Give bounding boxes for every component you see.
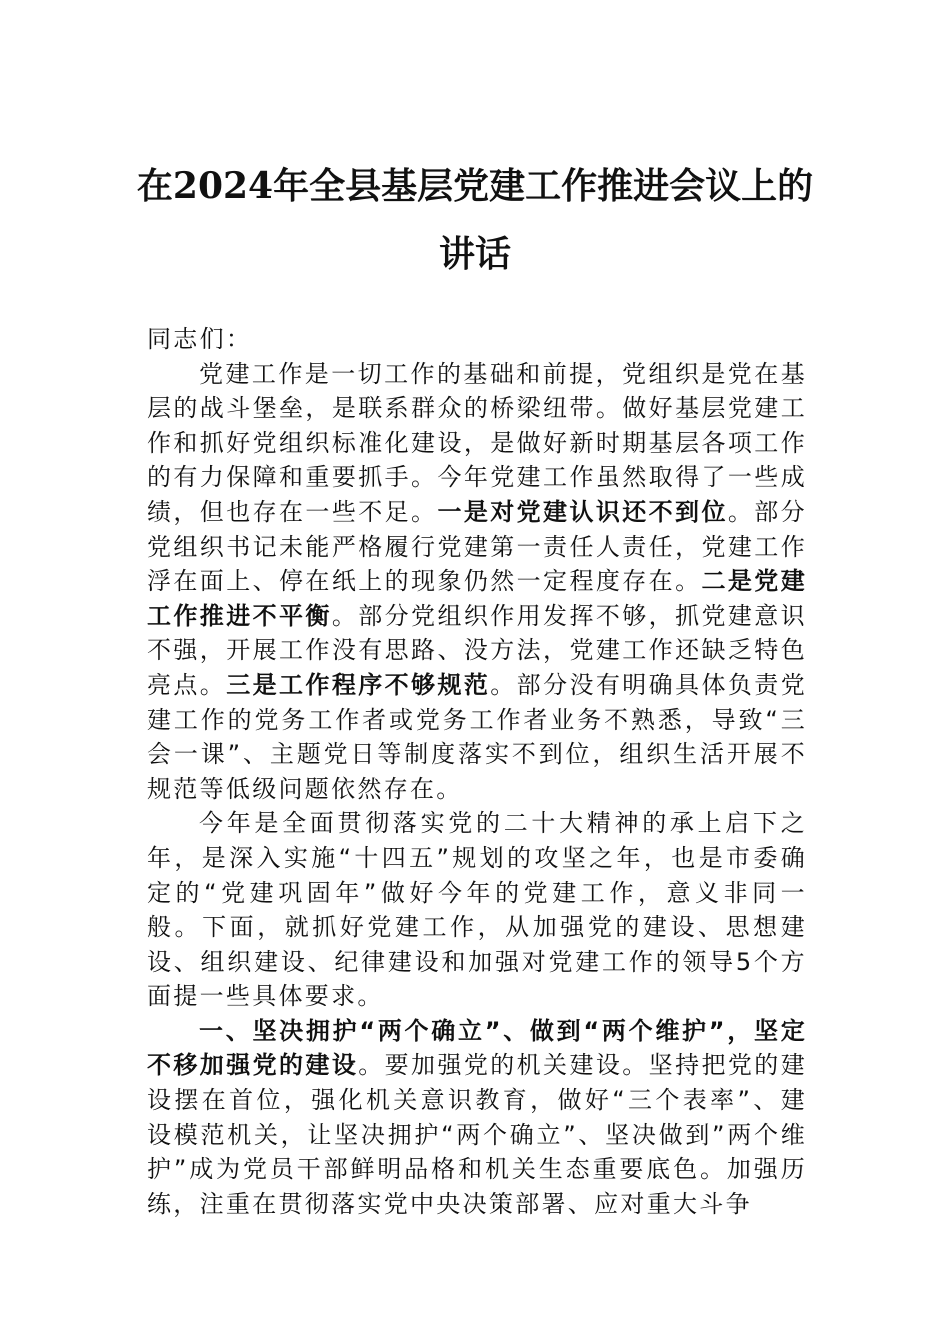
paragraph-1-point-3: 三是工作程序不够规范	[226, 670, 491, 699]
paragraph-3-text: 。要加强党的机关建设。坚持把党的建设摆在首位，强化机关意识教育，做好“三个表率”、建设模范机关，让坚决拥护“两个确立”、坚决做到”两个维护”成为党员干部鲜明品格和机关生态重要底色。加强历练，注重在贯彻落实党中央决策部署、应对重大斗争	[147, 1051, 807, 1218]
document-title-line-1: 在2024年全县基层党建工作推进会议上的	[136, 165, 814, 207]
document-body	[147, 322, 807, 1221]
paragraph-1-point-1: 一是对党建认识还不到位	[437, 497, 728, 526]
paragraph-1	[147, 357, 807, 807]
salutation: 同志们：	[147, 325, 253, 353]
paragraph-3-heading: 一、坚决拥护“两个确立”、做到“两个维护”，坚定不移加强党的建设	[147, 1016, 807, 1080]
document-title-line-2: 讲话	[438, 233, 511, 275]
paragraph-3	[147, 1014, 807, 1222]
paragraph-1-text-4: 。部分没有明确具体负责党建工作的党务工作者或党务工作者业务不熟悉，导致“三会一课”、主题党日等制度落实不到位，组织生活开展不规范等低级问题依然存在。	[147, 670, 808, 803]
paragraph-2: 今年是全面贯彻落实党的二十大精神的承上启下之年，是深入实施“十四五”规划的攻坚之年，也是市委确定的“党建巩固年”做好今年的党建工作，意义非同一般。下面，就抓好党建工作，从加强党的建设、思想建设、组织建设、纪律建设和加强对党建工作的领导5个方面提一些具体要求。	[147, 809, 807, 1011]
paragraph-1-text-1: 党建工作是一切工作的基础和前提，党组织是党在基层的战斗堡垒，是联系群众的桥梁纽带。做好基层党建工作和抓好党组织标准化建设，是做好新时期基层各项工作的有力保障和重要抓手。今年党建工作虽然取得了一些成绩，但也存在一些不足。	[147, 359, 807, 526]
paragraph-1-point-2: 二是党建工作推进不平衡	[147, 567, 807, 630]
paragraph-1-text-3: 。部分党组织作用发挥不够，抓党建意识不强，开展工作没有思路、没方法，党建工作还缺乏特色亮点。	[147, 601, 807, 699]
paragraph-1-text-2: 。部分党组织书记未能严格履行党建第一责任人责任，党建工作浮在面上、停在纸上的现象仍然一定程度存在。	[147, 497, 807, 596]
